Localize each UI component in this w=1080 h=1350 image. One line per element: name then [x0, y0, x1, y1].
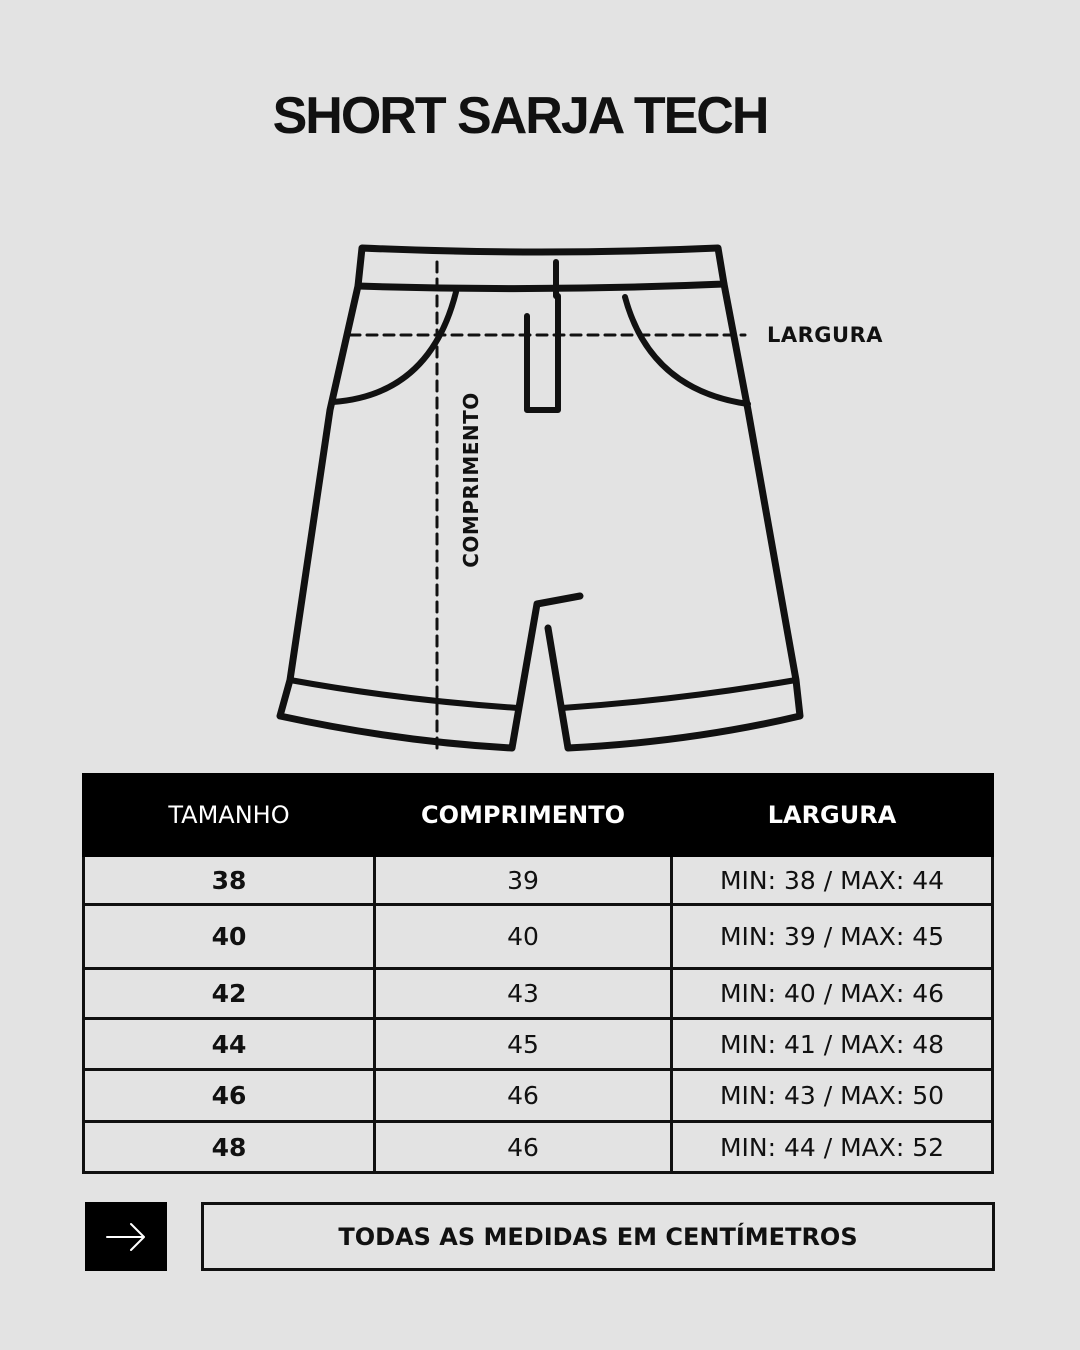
page-title: SHORT SARJA TECH	[272, 87, 768, 145]
cell-size: 38	[84, 856, 375, 905]
cell-length: 39	[375, 856, 672, 905]
header-length: COMPRIMENTO	[375, 775, 672, 856]
cell-width: MIN: 43 / MAX: 50	[672, 1070, 993, 1122]
cell-length: 46	[375, 1122, 672, 1173]
left-cuff	[290, 680, 518, 708]
cell-width: MIN: 44 / MAX: 52	[672, 1122, 993, 1173]
shorts-waistband	[358, 248, 724, 289]
fly	[527, 296, 558, 410]
cell-length: 46	[375, 1070, 672, 1122]
right-cuff	[562, 680, 796, 708]
table-row	[84, 905, 993, 969]
table-row	[84, 969, 993, 1019]
cell-size: 42	[84, 969, 375, 1019]
arrow-right-icon	[104, 1222, 148, 1252]
table-row	[84, 1019, 993, 1070]
width-label: LARGURA	[767, 323, 884, 347]
units-note: TODAS AS MEDIDAS EM CENTÍMETROS	[201, 1202, 995, 1271]
cell-size: 44	[84, 1019, 375, 1070]
cell-length: 43	[375, 969, 672, 1019]
cell-width: MIN: 39 / MAX: 45	[672, 905, 993, 969]
table-row	[84, 1122, 993, 1173]
cell-width: MIN: 41 / MAX: 48	[672, 1019, 993, 1070]
cell-size: 40	[84, 905, 375, 969]
shorts-outline	[280, 284, 800, 748]
table-header-row	[84, 775, 993, 856]
length-label: COMPRIMENTO	[459, 392, 483, 568]
header-size: TAMANHO	[84, 775, 375, 856]
size-table	[82, 773, 994, 1174]
table-row	[84, 1070, 993, 1122]
header-width: LARGURA	[672, 775, 993, 856]
cell-width: MIN: 38 / MAX: 44	[672, 856, 993, 905]
table-row	[84, 856, 993, 905]
cell-size: 48	[84, 1122, 375, 1173]
cell-size: 46	[84, 1070, 375, 1122]
cell-length: 45	[375, 1019, 672, 1070]
arrow-button	[85, 1202, 167, 1271]
cell-width: MIN: 40 / MAX: 46	[672, 969, 993, 1019]
cell-length: 40	[375, 905, 672, 969]
